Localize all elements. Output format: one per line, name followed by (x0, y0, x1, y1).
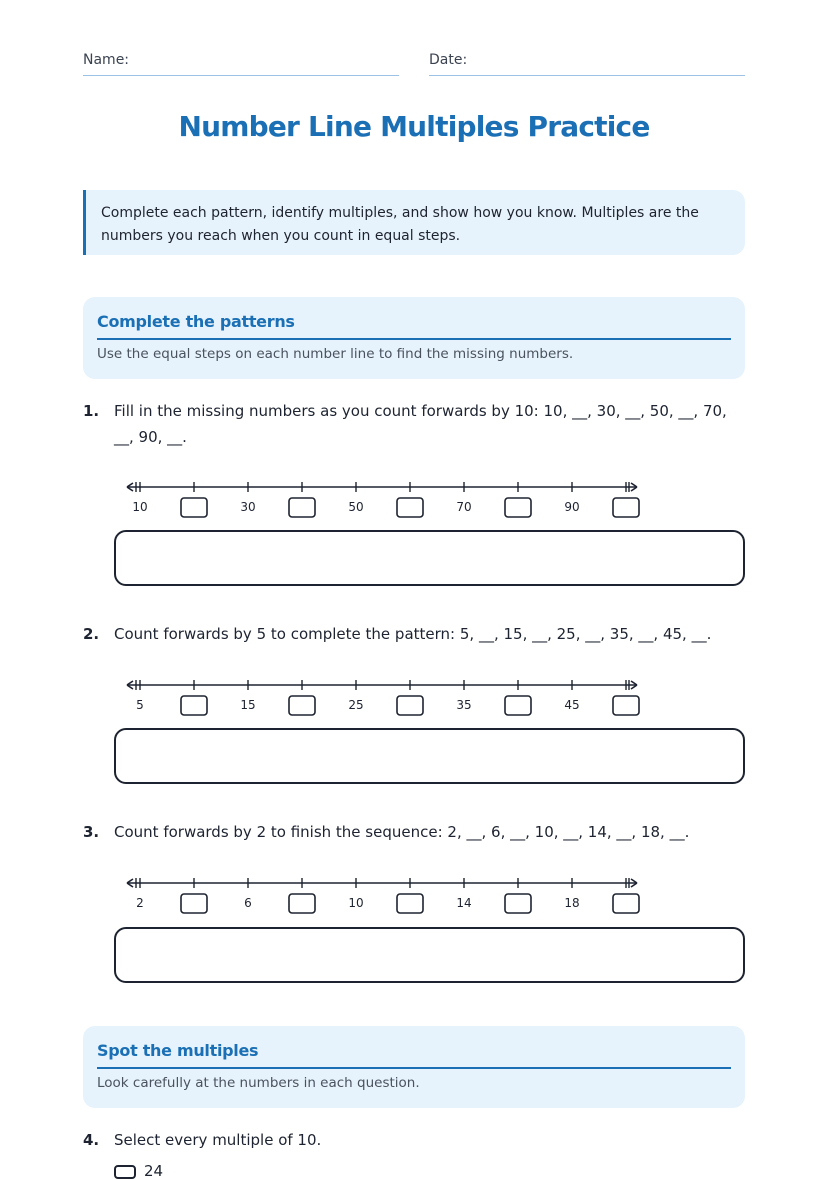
missing-number-box[interactable] (505, 894, 531, 913)
tick-label: 2 (136, 896, 144, 910)
number-line-2 (127, 678, 647, 718)
number-line-1 (127, 480, 647, 520)
date-field[interactable] (429, 52, 745, 68)
tick-label: 25 (348, 698, 364, 712)
missing-number-box[interactable] (613, 894, 639, 913)
section-heading: Complete the patterns (97, 313, 731, 340)
missing-number-box[interactable] (181, 498, 207, 517)
question-1 (83, 398, 745, 450)
section-subtext: Look carefully at the numbers in each question. (97, 1075, 420, 1091)
answer-box-1[interactable] (114, 530, 745, 586)
tick-label: 10 (132, 500, 148, 514)
missing-number-box[interactable] (397, 696, 423, 715)
section-spot-multiples (83, 1026, 745, 1108)
option-label: 24 (144, 1162, 164, 1180)
question-text: Count forwards by 2 to finish the sequence: 2, __, 6, __, 10, __, 14, __, 18, __. (114, 823, 690, 841)
page-title: Number Line Multiples Practice (178, 110, 650, 143)
missing-number-box[interactable] (397, 498, 423, 517)
tick-label: 45 (564, 698, 580, 712)
date-line (429, 75, 745, 76)
name-label: Name: (83, 52, 130, 68)
question-number: 4. (83, 1131, 100, 1149)
question-text: Count forwards by 5 to complete the pattern: 5, __, 15, __, 25, __, 35, __, 45, __. (114, 625, 712, 643)
section-subtext: Use the equal steps on each number line to find the missing numbers. (97, 346, 574, 362)
section-complete-patterns (83, 297, 745, 379)
name-line (83, 75, 399, 76)
number-line-svg (127, 480, 647, 524)
number-line-3 (127, 876, 647, 916)
missing-number-box[interactable] (181, 696, 207, 715)
question-text: Fill in the missing numbers as you count forwards by 10: 10, __, 30, __, 50, __, 70, __, 90, __. (114, 402, 727, 446)
missing-number-box[interactable] (613, 498, 639, 517)
number-line-svg (127, 876, 647, 920)
missing-number-box[interactable] (613, 696, 639, 715)
number-line-svg (127, 678, 647, 722)
name-field[interactable] (83, 52, 399, 68)
missing-number-box[interactable] (397, 894, 423, 913)
missing-number-box[interactable] (289, 894, 315, 913)
question-number: 1. (83, 402, 100, 420)
tick-label: 50 (348, 500, 364, 514)
answer-box-2[interactable] (114, 728, 745, 784)
tick-label: 18 (564, 896, 580, 910)
missing-number-box[interactable] (181, 894, 207, 913)
intro-box: Complete each pattern, identify multiples, and show how you know. Multiples are the numbers you reach when you count in equal steps. (83, 190, 745, 255)
tick-label: 6 (244, 896, 252, 910)
question-number: 2. (83, 625, 100, 643)
missing-number-box[interactable] (505, 696, 531, 715)
tick-label: 10 (348, 896, 364, 910)
question-2 (83, 621, 745, 647)
question-text: Select every multiple of 10. (114, 1131, 322, 1149)
question-number: 3. (83, 823, 100, 841)
tick-label: 15 (240, 698, 256, 712)
tick-label: 70 (456, 500, 472, 514)
option-24[interactable] (114, 1162, 163, 1180)
tick-label: 35 (456, 698, 472, 712)
missing-number-box[interactable] (289, 696, 315, 715)
checkbox[interactable] (114, 1165, 136, 1179)
section-heading: Spot the multiples (97, 1042, 731, 1069)
tick-label: 90 (564, 500, 580, 514)
tick-label: 5 (136, 698, 144, 712)
missing-number-box[interactable] (505, 498, 531, 517)
answer-box-3[interactable] (114, 927, 745, 983)
missing-number-box[interactable] (289, 498, 315, 517)
question-4 (83, 1127, 745, 1153)
date-label: Date: (429, 52, 468, 68)
tick-label: 30 (240, 500, 256, 514)
tick-label: 14 (456, 896, 472, 910)
question-3 (83, 819, 745, 845)
